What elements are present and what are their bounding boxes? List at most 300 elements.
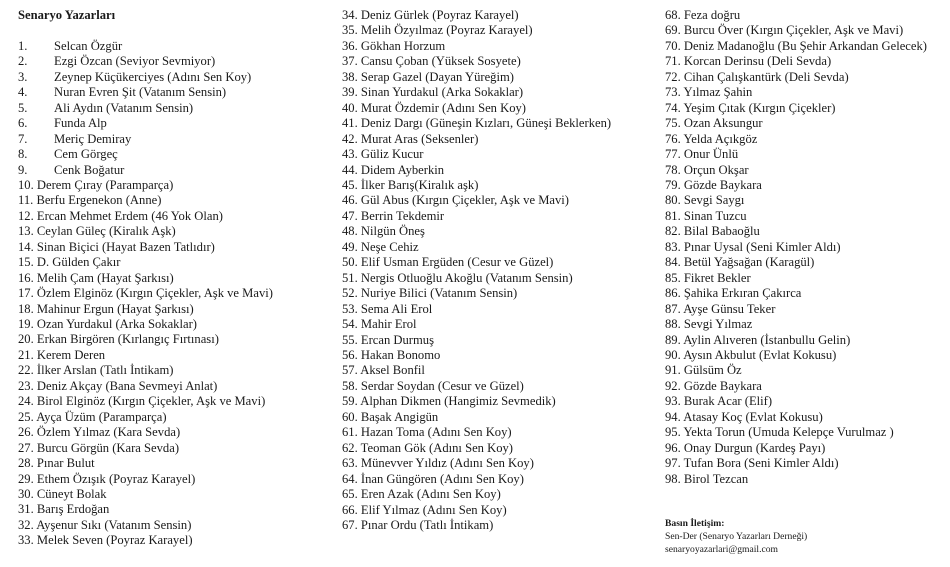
writer-name: Mahinur Ergun (Hayat Şarkısı) — [36, 301, 194, 316]
writer-list-item — [342, 394, 618, 409]
writer-name: İnan Güngören (Adını Sen Koy) — [360, 471, 524, 486]
writers-column-3 — [665, 8, 941, 487]
writer-name: Ceylan Güleç (Kiralık Aşk) — [36, 224, 176, 239]
writer-name: D. Gülden Çakır — [36, 255, 121, 270]
writer-name: Yelda Açıkgöz — [683, 131, 758, 146]
writer-number: 48. — [342, 224, 358, 239]
writer-name: Kerem Deren — [36, 347, 106, 362]
writer-list-item — [18, 394, 328, 409]
writer-name: Deniz Madanoğlu (Bu Şehir Arkandan Gelecek) — [683, 38, 927, 53]
writer-list-item — [18, 271, 328, 286]
writer-number: 10. — [18, 177, 34, 192]
writer-list-item — [665, 410, 941, 425]
writer-name: Zeynep Küçükerciyes (Adını Sen Koy) — [54, 69, 252, 84]
writer-number: 77. — [665, 147, 681, 162]
writer-name: Sema Ali Erol — [360, 301, 433, 316]
writer-number: 40. — [342, 100, 358, 115]
writer-list-item — [665, 116, 941, 131]
writer-name: Ozan Yurdakul (Arka Sokaklar) — [36, 317, 197, 332]
writer-number: 6. — [18, 116, 28, 131]
writer-name: Aylin Alıveren (İstanbullu Gelin) — [683, 332, 851, 347]
writer-number: 39. — [342, 85, 358, 100]
writer-name: Cansu Çoban (Yüksek Sosyete) — [360, 54, 521, 69]
writer-list-item — [342, 348, 618, 363]
writer-list-item — [665, 101, 941, 116]
writer-name: Başak Angigün — [360, 409, 439, 424]
writer-list-item — [18, 348, 328, 363]
writer-list-item — [342, 441, 618, 456]
writer-name: Bilal Babaoğlu — [683, 224, 760, 239]
writer-name: Yekta Torun (Umuda Kelepçe Vurulmaz ) — [683, 425, 894, 440]
writer-name: Aysın Akbulut (Evlat Kokusu) — [683, 347, 837, 362]
writer-list-item — [342, 163, 618, 178]
writer-name: Melih Özyılmaz (Poyraz Karayel) — [360, 23, 533, 38]
writer-number: 8. — [18, 147, 28, 162]
writer-number: 51. — [342, 270, 358, 285]
writer-number: 14. — [18, 239, 34, 254]
writer-list-item — [18, 240, 328, 255]
writer-list-item — [665, 302, 941, 317]
writer-name: Erkan Birgören (Kırlangıç Fırtınası) — [36, 332, 219, 347]
writer-list-item — [342, 70, 618, 85]
writer-list-item — [665, 379, 941, 394]
writer-number: 87. — [665, 301, 681, 316]
writer-number: 16. — [18, 270, 34, 285]
writer-list-item — [665, 317, 941, 332]
writer-number: 3. — [18, 69, 28, 84]
writer-number: 30. — [18, 487, 34, 502]
writer-list-item — [665, 8, 941, 23]
writer-number: 13. — [18, 224, 34, 239]
writer-number: 67. — [342, 517, 358, 532]
writer-list-item — [18, 54, 328, 69]
writer-list-item — [342, 209, 618, 224]
writer-list-item — [342, 85, 618, 100]
writer-number: 86. — [665, 286, 681, 301]
writer-number: 26. — [18, 425, 34, 440]
writer-name: Sevgi Yılmaz — [683, 317, 753, 332]
writer-name: Burcu Görgün (Kara Sevda) — [36, 440, 180, 455]
writer-number: 33. — [18, 533, 34, 548]
writer-list-item — [18, 209, 328, 224]
writer-number: 37. — [342, 54, 358, 69]
writer-list-item — [665, 193, 941, 208]
writer-list-item — [342, 101, 618, 116]
writer-number: 25. — [18, 409, 34, 424]
writer-list-item — [18, 147, 328, 162]
writer-list-item — [18, 441, 328, 456]
writer-list-item — [665, 224, 941, 239]
writer-number: 63. — [342, 456, 358, 471]
writer-name: Nuran Evren Şit (Vatanım Sensin) — [54, 85, 227, 100]
writer-list-item — [342, 23, 618, 38]
writer-list-item — [18, 363, 328, 378]
writer-number: 21. — [18, 347, 34, 362]
writer-list-item — [665, 425, 941, 440]
writer-number: 91. — [665, 363, 681, 378]
writer-list-item — [18, 224, 328, 239]
writer-name: Barış Erdoğan — [36, 502, 110, 517]
writer-number: 45. — [342, 177, 358, 192]
writer-list-item — [18, 502, 328, 517]
writer-list-item — [665, 132, 941, 147]
writer-number: 95. — [665, 425, 681, 440]
writer-name: Melih Çam (Hayat Şarkısı) — [36, 270, 174, 285]
writer-number: 76. — [665, 131, 681, 146]
writer-list-item — [342, 302, 618, 317]
writer-name: Gülsüm Öz — [683, 363, 742, 378]
writer-number: 97. — [665, 456, 681, 471]
writer-number: 7. — [18, 131, 28, 146]
writer-list-item — [18, 85, 328, 100]
press-contact-email: senaryoyazarlari@gmail.com — [665, 544, 778, 556]
writer-name: Neşe Cehiz — [360, 239, 419, 254]
writer-number: 35. — [342, 23, 358, 38]
writer-list-item — [18, 39, 328, 54]
writer-list-item — [18, 410, 328, 425]
writer-number: 34. — [342, 8, 358, 22]
writer-name: Betül Yağsağan (Karagül) — [683, 255, 815, 270]
page-title: Senaryo Yazarları — [18, 8, 116, 22]
writer-list-item — [665, 240, 941, 255]
writer-name: Feza doğru — [683, 8, 741, 22]
writer-number: 89. — [665, 332, 681, 347]
writer-number: 46. — [342, 193, 358, 208]
writer-list-item — [665, 147, 941, 162]
writer-number: 53. — [342, 301, 358, 316]
writer-name: Serdar Soydan (Cesur ve Güzel) — [360, 378, 524, 393]
writer-number: 20. — [18, 332, 34, 347]
writer-list-item — [18, 286, 328, 301]
writer-name: Onay Durgun (Kardeş Payı) — [683, 440, 826, 455]
writer-list-item — [342, 193, 618, 208]
writer-number: 27. — [18, 440, 34, 455]
writer-number: 49. — [342, 239, 358, 254]
writer-list-item — [665, 394, 941, 409]
press-contact-org: Sen-Der (Senaryo Yazarları Derneği) — [665, 531, 808, 543]
writer-list-item — [342, 39, 618, 54]
writer-name: Ali Aydın (Vatanım Sensin) — [54, 100, 194, 115]
writer-number: 38. — [342, 69, 358, 84]
writer-list-item — [18, 425, 328, 440]
writer-list-item — [665, 85, 941, 100]
writer-list-item — [665, 472, 941, 487]
writer-list-item — [665, 255, 941, 270]
writer-name: Sinan Tuzcu — [683, 208, 747, 223]
writer-name: İlker Barış(Kiralık aşk) — [360, 177, 479, 192]
writer-name: Atasay Koç (Evlat Kokusu) — [683, 409, 823, 424]
writer-name: Tufan Bora (Seni Kimler Aldı) — [683, 456, 839, 471]
writer-name: Cihan Çalışkantürk (Deli Sevda) — [683, 69, 849, 84]
writer-name: Murat Aras (Seksenler) — [360, 131, 479, 146]
writer-number: 69. — [665, 23, 681, 38]
writer-name: Aksel Bonfil — [360, 363, 425, 378]
writer-list-item — [342, 54, 618, 69]
writer-number: 12. — [18, 208, 34, 223]
writer-number: 52. — [342, 286, 358, 301]
writer-name: Didem Ayberkin — [360, 162, 445, 177]
writer-name: Korcan Derinsu (Deli Sevda) — [683, 54, 832, 69]
writer-list-item — [18, 163, 328, 178]
writer-list-item — [342, 286, 618, 301]
writer-number: 5. — [18, 100, 28, 115]
writer-name: Onur Ünlü — [683, 147, 739, 162]
writer-number: 83. — [665, 239, 681, 254]
writer-number: 62. — [342, 440, 358, 455]
writer-number: 50. — [342, 255, 358, 270]
writer-number: 58. — [342, 378, 358, 393]
writer-list-item — [342, 518, 618, 533]
writer-name: Orçun Okşar — [683, 162, 749, 177]
writer-list-item — [665, 70, 941, 85]
writer-list-item — [665, 286, 941, 301]
writer-list-item — [665, 23, 941, 38]
writer-list-item — [665, 39, 941, 54]
writer-name: Elif Yılmaz (Adını Sen Koy) — [360, 502, 507, 517]
writer-list-item — [665, 348, 941, 363]
writer-name: Ercan Durmuş — [360, 332, 434, 347]
writer-name: Serap Gazel (Dayan Yüreğim) — [360, 69, 514, 84]
writer-name: Mahir Erol — [360, 317, 417, 332]
writer-number: 2. — [18, 54, 28, 69]
writer-list-item — [342, 317, 618, 332]
writer-list-item — [18, 178, 328, 193]
writer-list-item — [665, 441, 941, 456]
writer-list-item — [18, 456, 328, 471]
writer-list-item — [665, 209, 941, 224]
writer-name: Gözde Baykara — [683, 177, 762, 192]
writer-name: Ayşenur Sıkı (Vatanım Sensin) — [36, 517, 192, 532]
writer-list-item — [342, 425, 618, 440]
writer-name: Cenk Boğatur — [54, 162, 125, 177]
writer-number: 61. — [342, 425, 358, 440]
writer-name: Ercan Mehmet Erdem (46 Yok Olan) — [36, 208, 223, 223]
writer-name: Cem Görgeç — [54, 147, 118, 162]
writer-number: 24. — [18, 394, 34, 409]
writer-number: 19. — [18, 317, 34, 332]
writer-list-item — [342, 333, 618, 348]
writer-list-item — [342, 132, 618, 147]
writer-number: 54. — [342, 317, 358, 332]
writer-number: 81. — [665, 208, 681, 223]
writer-name: Pınar Ordu (Tatlı İntikam) — [360, 517, 494, 532]
writer-name: Deniz Akçay (Bana Sevmeyi Anlat) — [36, 378, 218, 393]
writer-name: Sinan Yurdakul (Arka Sokaklar) — [360, 85, 524, 100]
writer-name: Deniz Dargı (Güneşin Kızları, Güneşi Beklerken) — [360, 116, 612, 131]
writer-number: 82. — [665, 224, 681, 239]
writer-name: Nergis Otluoğlu Akoğlu (Vatanım Sensin) — [360, 270, 573, 285]
press-contact-label: Basın İletişim: — [665, 518, 725, 529]
writer-name: Cüneyt Bolak — [36, 487, 107, 502]
writer-number: 93. — [665, 394, 681, 409]
writer-name: Murat Özdemir (Adını Sen Koy) — [360, 100, 526, 115]
writer-name: Sinan Biçici (Hayat Bazen Tatlıdır) — [36, 239, 215, 254]
writer-list-item — [18, 379, 328, 394]
writer-number: 59. — [342, 394, 358, 409]
writer-list-item — [342, 224, 618, 239]
writer-number: 17. — [18, 286, 34, 301]
writer-number: 9. — [18, 162, 28, 177]
writer-list-item — [665, 178, 941, 193]
writer-list-item — [18, 132, 328, 147]
spacer — [18, 23, 328, 38]
writer-number: 75. — [665, 116, 681, 131]
writer-list-item — [665, 271, 941, 286]
writer-number: 72. — [665, 69, 681, 84]
writer-list-item — [665, 54, 941, 69]
writer-name: Meriç Demiray — [54, 131, 132, 146]
writer-list-item — [18, 317, 328, 332]
writer-number: 41. — [342, 116, 358, 131]
writer-name: Özlem Elginöz (Kırgın Çiçekler, Aşk ve Mavi) — [36, 286, 273, 301]
writer-name: Berrin Tekdemir — [360, 208, 445, 223]
writer-name: Gül Abus (Kırgın Çiçekler, Aşk ve Mavi) — [360, 193, 569, 208]
writer-name: Elif Usman Ergüden (Cesur ve Güzel) — [360, 255, 554, 270]
writer-name: Yeşim Çıtak (Kırgın Çiçekler) — [683, 100, 836, 115]
writer-name: Hazan Toma (Adını Sen Koy) — [360, 425, 512, 440]
writer-name: Birol Tezcan — [683, 471, 749, 486]
writer-name: Güliz Kucur — [360, 147, 424, 162]
writer-number: 92. — [665, 378, 681, 393]
writer-list-item — [342, 487, 618, 502]
writer-name: Selcan Özgür — [54, 38, 123, 53]
writer-number: 88. — [665, 317, 681, 332]
writer-name: Funda Alp — [54, 116, 107, 131]
writer-list-item — [342, 410, 618, 425]
writer-name: Teoman Gök (Adını Sen Koy) — [360, 440, 513, 455]
writer-name: Ezgi Özcan (Seviyor Sevmiyor) — [54, 54, 216, 69]
writer-number: 66. — [342, 502, 358, 517]
writer-name: Derem Çıray (Paramparça) — [36, 177, 174, 192]
writer-name: Gözde Baykara — [683, 378, 762, 393]
writer-name: Hakan Bonomo — [360, 347, 441, 362]
writer-number: 85. — [665, 270, 681, 285]
writer-list-item — [665, 333, 941, 348]
writer-name: Deniz Gürlek (Poyraz Karayel) — [360, 8, 519, 22]
writer-number: 71. — [665, 54, 681, 69]
writer-name: Burak Acar (Elif) — [683, 394, 773, 409]
writer-number: 98. — [665, 471, 681, 486]
writer-name: Fikret Bekler — [683, 270, 751, 285]
writer-number: 44. — [342, 162, 358, 177]
writer-number: 23. — [18, 378, 34, 393]
writer-number: 28. — [18, 456, 34, 471]
writer-number: 22. — [18, 363, 34, 378]
writer-list-item — [18, 302, 328, 317]
writer-list-item — [18, 533, 328, 548]
writer-list-item — [342, 456, 618, 471]
writer-list-item — [342, 472, 618, 487]
writer-number: 80. — [665, 193, 681, 208]
writer-list-item — [342, 271, 618, 286]
writer-number: 31. — [18, 502, 34, 517]
writer-name: Alphan Dikmen (Hangimiz Sevmedik) — [360, 394, 556, 409]
writer-number: 64. — [342, 471, 358, 486]
writer-list-item — [18, 101, 328, 116]
writer-number: 43. — [342, 147, 358, 162]
writer-list-item — [18, 70, 328, 85]
writers-column-2 — [342, 8, 618, 533]
writer-list-item — [342, 147, 618, 162]
writer-list-item — [18, 518, 328, 533]
writer-number: 11. — [18, 193, 34, 208]
writer-name: Yılmaz Şahin — [683, 85, 753, 100]
writer-list-item — [18, 487, 328, 502]
writer-list-item — [342, 379, 618, 394]
writer-list-item — [18, 332, 328, 347]
writer-number: 60. — [342, 409, 358, 424]
writer-number: 65. — [342, 487, 358, 502]
writer-name: Eren Azak (Adını Sen Koy) — [360, 487, 501, 502]
writer-list-item — [342, 503, 618, 518]
writer-name: Ayça Üzüm (Paramparça) — [36, 409, 167, 424]
writer-list-item — [18, 472, 328, 487]
writer-number: 73. — [665, 85, 681, 100]
writers-column-1 — [18, 8, 328, 549]
writer-number: 29. — [18, 471, 34, 486]
writer-number: 90. — [665, 347, 681, 362]
writer-name: İlker Arslan (Tatlı İntikam) — [36, 363, 174, 378]
writer-list-item — [342, 8, 618, 23]
writer-number: 55. — [342, 332, 358, 347]
writer-number: 96. — [665, 440, 681, 455]
writer-number: 70. — [665, 38, 681, 53]
writer-name: Melek Seven (Poyraz Karayel) — [36, 533, 193, 548]
writer-list-item — [665, 456, 941, 471]
press-contact — [665, 517, 807, 557]
writer-name: Sevgi Saygı — [683, 193, 745, 208]
writer-list-item — [342, 255, 618, 270]
writer-number: 42. — [342, 131, 358, 146]
writer-name: Berfu Ergenekon (Anne) — [36, 193, 162, 208]
writer-name: Pınar Bulut — [36, 456, 95, 471]
writer-name: Ozan Aksungur — [683, 116, 763, 131]
writer-number: 15. — [18, 255, 34, 270]
writer-name: Özlem Yılmaz (Kara Sevda) — [36, 425, 181, 440]
writer-list-item — [342, 178, 618, 193]
writer-list-item — [18, 193, 328, 208]
writer-list-item — [665, 363, 941, 378]
writer-name: Birol Elginöz (Kırgın Çiçekler, Aşk ve Mavi) — [36, 394, 266, 409]
writer-name: Burcu Över (Kırgın Çiçekler, Aşk ve Mavi) — [683, 23, 904, 38]
writer-number: 79. — [665, 177, 681, 192]
writer-list-item — [342, 116, 618, 131]
writer-number: 84. — [665, 255, 681, 270]
writer-name: Ayşe Günsu Teker — [683, 301, 776, 316]
writer-name: Nilgün Öneş — [360, 224, 425, 239]
writer-list-item — [342, 363, 618, 378]
writer-number: 18. — [18, 301, 34, 316]
writer-number: 32. — [18, 517, 34, 532]
writer-number: 78. — [665, 162, 681, 177]
writer-number: 47. — [342, 208, 358, 223]
writer-list-item — [665, 163, 941, 178]
writer-number: 74. — [665, 100, 681, 115]
writer-list-item — [18, 116, 328, 131]
writer-number: 68. — [665, 8, 681, 22]
writer-name: Pınar Uysal (Seni Kimler Aldı) — [683, 239, 841, 254]
writer-number: 1. — [18, 38, 28, 53]
writer-number: 56. — [342, 347, 358, 362]
writer-name: Nuriye Bilici (Vatanım Sensin) — [360, 286, 518, 301]
writer-number: 57. — [342, 363, 358, 378]
writer-list-item — [342, 240, 618, 255]
writer-list-item — [18, 255, 328, 270]
writer-number: 94. — [665, 409, 681, 424]
writer-number: 4. — [18, 85, 28, 100]
writer-number: 36. — [342, 38, 358, 53]
writer-name: Ethem Özışık (Poyraz Karayel) — [36, 471, 196, 486]
